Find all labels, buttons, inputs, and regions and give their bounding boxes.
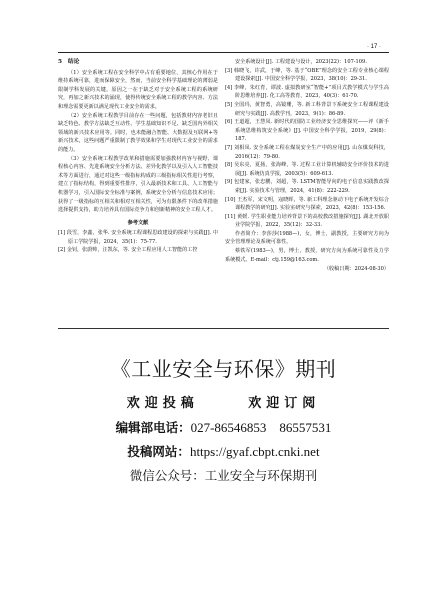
phone-line [58, 417, 389, 436]
reference-item: [9] 包建家，张忠鹏，刘超，等. LSTM智能导向的电子信息实践教改探索[J]. 实验技术与管理，2024，41(8)：222-229. [225, 179, 389, 194]
received-date: （收稿日期：2024-08-30） [323, 266, 389, 273]
wechat-line: 微信公众号：工业安全与环保期刊 [129, 468, 318, 483]
site-label: 投稿网站： [127, 444, 190, 459]
reference-item: [7] 刘相凤. 安全系统工程在煤炭安全生产中的应用[J]. 山东煤炭科技，2016(12)：79-80. [225, 144, 389, 160]
journal-advertisement [58, 340, 389, 545]
right-column [225, 58, 389, 274]
welcome-subscriptions: 欢迎订阅 [248, 396, 321, 411]
conclusion-paragraph-1: （1）安全系统工程在安全科学中占有重要地位，其核心作用在于维持系统可靠，进而保障安全，然而，当前安全科学基础理论的薄弱是限制学科发展的关键。原因之一在于缺乏对于安全系统工程的系统研究，再加之新兴技术的涌现，使得传统安全系统工程的教学内容、方法和理念需要更新以满足现代工业安全的需求。 [58, 69, 218, 110]
left-column [58, 58, 218, 255]
page-number: · 17 · [367, 44, 382, 50]
reference-item: [8] 吴东亮，夏扬，张海峰，等. 过程工业计算机辅助安全评价技术的进展[J]. 系统仿真学报，2003(5)：609-613. [225, 162, 389, 177]
welcome-line [58, 392, 389, 411]
references-title: 参考文献 [127, 219, 149, 226]
site-link[interactable]: https://gyaf.cbpt.cnki.net [189, 444, 320, 459]
reference-item: [11] 黄媛. 学生职业能力培养背景下的高校教改措施探究[J]. 湖北开放职业学院学报，2022，35(12)：32-33. [225, 213, 389, 229]
reference-item: [2] 金钊，张蔚帅，汪凯东，等. 安全工程应用人工智能的工控 [58, 247, 198, 254]
site-line [58, 442, 389, 460]
section-heading: 5 结论 [58, 59, 80, 65]
reference-item: [5] 全国玛，黄智勇，高镜珊，等. 新工科背景下系统安全工程课程建设研究与实践[J]. 高教学刊，2023，9(1)：86-89. [225, 101, 389, 117]
reference-item: 安全系统设计[J]. 工程建设与设计，2023(22)：107-109. [235, 59, 367, 65]
conclusion-paragraph-2: （2）安全系统工程教学目前存在一些问题，包括教材内容老旧且缺乏特色、教学方法缺乏互动性、学生基础知识不足、缺乏国内外相关领域的新兴技术应用等。同时，也未能融合智能、大数据及互联网+等新兴技术，这些问题严重限制了教学效果和学生对现代工业安全的需求的能力。 [58, 112, 218, 153]
conclusion-paragraph-3: （3）安全系统工程教学改革和措施需要加强教材内容与视野、课程核心内容、先进系统安全分析方法、差异化教学以及引入人工智能技术等方面进行，通过对这些一级指标构成的三级指标相关性进行考察，建立了指标结构，得到重要性排序，引入最新技术和工具、人工智能与机器学习，引入国际安全标准与案例，系统安全分析与信息技术应用；获得了一级指标的互相关和相对互相关性，可为有限条件下的改革措施选择提供支持，助力培养具有国际竞争力和创新精神的安全工程人才。 [58, 155, 218, 214]
phone-label: 编辑部电话： [115, 420, 191, 435]
journal-title: 《工业安全与环保》期刊 [110, 357, 337, 381]
author-bio: 作者简介：李莎莎(1988—)，女，博士，副教授，主要研究方向为安全管理理论及系统可靠性。 [225, 230, 389, 246]
reference-item: [1] 段雪，李鑫，张华. 安全系统工程课程思政建设的探索与实践[J]. 中原工学院学报，2024，35(1)：75-77. [58, 230, 218, 245]
welcome-submissions: 欢迎投稿 [126, 396, 199, 411]
reference-item: [4] 李峰，朱红育，谭波. 虚拟教研室“智能+”项目式教学模式与学生高阶思维培养[J]. 化工高等教育，2023，40(3)：61-70. [225, 84, 389, 100]
reference-item: [6] 王道超，王慧凤. 新时代的国防工业经济安全思维探究——评《新手系统思维构筑安全系统》[J]. 中国安全科学学报，2019，29(8)：187. [225, 119, 389, 143]
header-rule [58, 52, 389, 53]
advertisement-rule [58, 328, 389, 329]
phone-value: 027-86546853 86557531 [190, 420, 332, 435]
reference-item: [10] 王杰军，宋文明，寇晓晖，等. 新工科理念驱动下电子系统开发综合课程教学的研究[J]. 实验室研究与探索，2023，42(8)：153-156. [225, 196, 389, 212]
reference-item: [3] 韩晓飞，许武，于峰，等. 基于“OBE”理念的安全工程专业核心课程建设探索[J]. 中国安全科学学报，2023，38(10)：29-31. [225, 67, 389, 83]
author-bio: 蔡铁军(1983—)，男，博士，教授，研究方向为系统可靠性及力学系统模式。E-mail：ctj.159@163.com. [225, 248, 389, 263]
